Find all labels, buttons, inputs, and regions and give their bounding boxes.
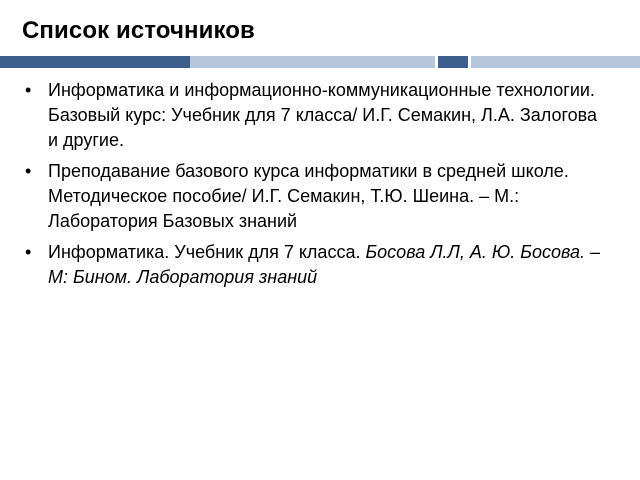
source-text: Преподавание базового курса информатики в средней школе. Методическое пособие/ И.Г. Семакин, Т.Ю. Шеина. – М.: Лаборатория Базовых знаний	[48, 161, 569, 231]
source-text: Информатика и информационно-коммуникационные технологии. Базовый курс: Учебник для 7 класса/ И.Г. Семакин, Л.А. Залогова и другие.	[48, 80, 598, 150]
source-text: Информатика. Учебник для 7 класса.	[48, 242, 366, 262]
source-item	[22, 78, 612, 153]
source-item	[22, 159, 612, 234]
divider-segment	[0, 56, 190, 68]
divider-segment	[471, 56, 640, 68]
slide-title: Список источников	[22, 17, 255, 44]
bullet-icon: •	[25, 80, 32, 100]
title-divider	[0, 56, 640, 68]
divider-segment	[190, 56, 435, 68]
divider-segment	[438, 56, 468, 68]
source-item	[22, 240, 612, 290]
sources-list	[22, 78, 612, 296]
bullet-icon: •	[25, 242, 32, 262]
bullet-icon: •	[25, 161, 32, 181]
source-author-italic: Босова Л.Л, А. Ю. Босова. – М: Бином. Лаборатория знаний	[48, 242, 601, 287]
